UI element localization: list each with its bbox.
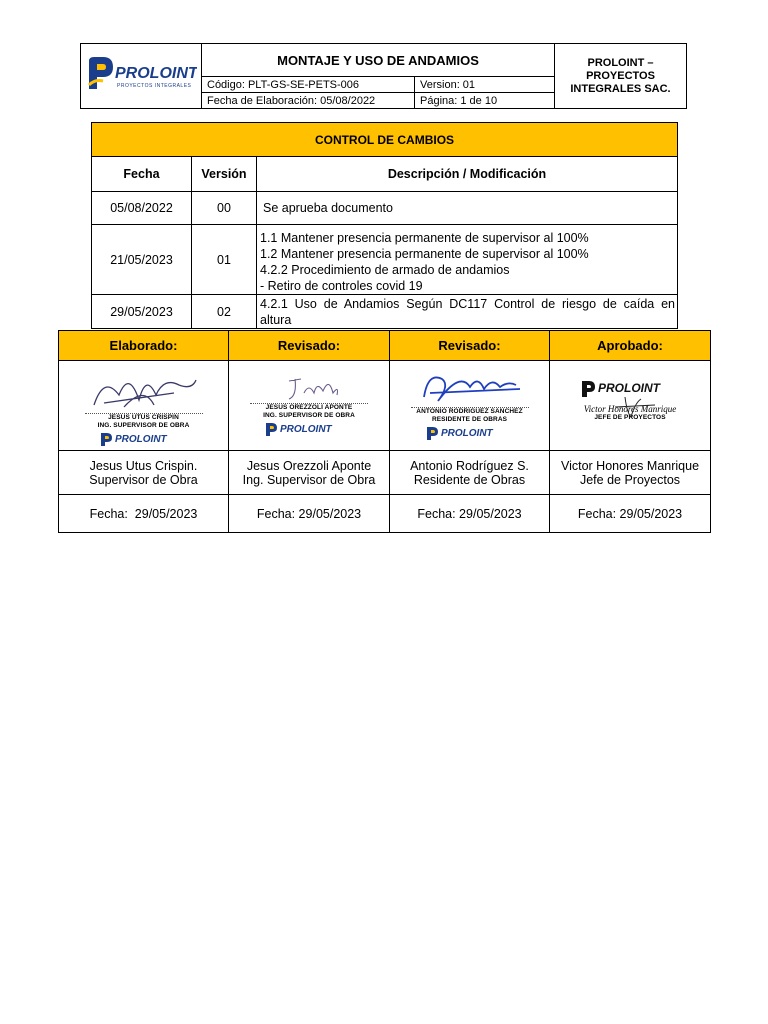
svg-text:PROLOINT: PROLOINT xyxy=(440,428,493,439)
logo-subtext: PROYECTOS INTEGRALES xyxy=(117,82,192,89)
row-date: 21/05/2023 xyxy=(92,225,192,295)
table-row xyxy=(92,295,678,329)
column-header: Fecha xyxy=(92,157,192,192)
column-header: Versión xyxy=(192,157,257,192)
signature-header: Elaborado: xyxy=(59,331,229,361)
signature-header: Aprobado: xyxy=(550,331,711,361)
change-control-table xyxy=(91,122,678,329)
column-header: Descripción / Modificación xyxy=(257,157,678,192)
signer-name: Victor Honores Manrique xyxy=(560,458,700,473)
stamp-name: JESUS OREZZOLI APONTE xyxy=(265,404,353,411)
stamp-title: ING. SUPERVISOR DE OBRA xyxy=(263,412,355,419)
row-version: 01 xyxy=(192,225,257,295)
signer-role: Jefe de Proyectos xyxy=(579,472,681,487)
change-control-title: CONTROL DE CAMBIOS xyxy=(92,123,678,157)
signer-name: Antonio Rodríguez S. xyxy=(410,458,529,473)
svg-text:PROLOINT: PROLOINT xyxy=(280,424,332,435)
document-code: Código: PLT-GS-SE-PETS-006 xyxy=(202,77,415,93)
signer-role: Supervisor de Obra xyxy=(89,472,198,487)
description-line: - Retiro de controles covid 19 xyxy=(260,279,423,293)
stamp-title: RESIDENTE DE OBRAS xyxy=(431,416,508,423)
signer-name: Jesus Utus Crispin. xyxy=(89,458,198,473)
stamp-name: JESUS UTUS CRISPIN xyxy=(108,414,179,421)
proloint-logo xyxy=(264,421,354,437)
stamp-title: JEFE DE PROYECTOS xyxy=(594,414,666,421)
handwritten-signature xyxy=(84,365,204,413)
description-line: 4.2.1 Uso de Andamios Según DC117 Control de riesgo de caída en xyxy=(260,296,676,311)
handwritten-signature xyxy=(585,393,675,419)
table-row xyxy=(92,225,678,295)
document-title: MONTAJE Y USO DE ANDAMIOS xyxy=(202,44,555,77)
row-date: 29/05/2023 xyxy=(92,295,192,329)
stamp-name: Victor Honores Manrique xyxy=(583,404,677,414)
signer-name: Jesus Orezzoli Aponte xyxy=(246,458,372,473)
signer-role: Ing. Supervisor de Obra xyxy=(242,472,376,487)
signer-role: Residente de Obras xyxy=(413,472,526,487)
table-row xyxy=(92,192,678,225)
signature-date: Fecha: 29/05/2023 xyxy=(390,495,550,533)
logo-cell xyxy=(81,44,202,109)
signature-header: Revisado: xyxy=(229,331,390,361)
signature-table xyxy=(58,330,711,533)
proloint-logo xyxy=(425,425,515,441)
signature-date: Fecha: 29/05/2023 xyxy=(229,495,390,533)
signature-date: Fecha: 29/05/2023 xyxy=(550,495,711,533)
description-line: Se aprueba documento xyxy=(263,201,393,215)
description-line: 1.1 Mantener presencia permanente de supervisor al 100% xyxy=(260,231,589,245)
document-date: Fecha de Elaboración: 05/08/2022 xyxy=(202,93,415,109)
handwritten-signature xyxy=(410,367,530,407)
proloint-logo xyxy=(85,55,197,95)
signature-header: Revisado: xyxy=(390,331,550,361)
approval-stamp xyxy=(550,399,710,425)
row-version: 02 xyxy=(192,295,257,329)
signer-info xyxy=(550,451,711,495)
logo-text: PROLOINT xyxy=(115,64,197,82)
signature-cell xyxy=(390,361,550,451)
document-header xyxy=(80,43,687,109)
signer-info xyxy=(229,451,390,495)
signature-cell xyxy=(59,361,229,451)
description-line: 1.2 Mantener presencia permanente de supervisor al 100% xyxy=(260,247,589,261)
svg-text:PROLOINT: PROLOINT xyxy=(114,434,167,445)
row-version: 00 xyxy=(192,192,257,225)
row-description xyxy=(257,225,678,295)
document-page: Página: 1 de 10 xyxy=(415,93,555,109)
description-line: 4.2.2 Procedimiento de armado de andamios xyxy=(260,263,510,277)
signature-cell xyxy=(550,361,711,451)
signer-info xyxy=(59,451,229,495)
row-date: 05/08/2022 xyxy=(92,192,192,225)
signature-date: Fecha: 29/05/2023 xyxy=(59,495,229,533)
proloint-logo xyxy=(99,431,189,447)
stamp-title: ING. SUPERVISOR DE OBRA xyxy=(97,422,190,429)
row-description xyxy=(257,192,678,225)
document-version: Version: 01 xyxy=(415,77,555,93)
signer-info xyxy=(390,451,550,495)
handwritten-signature xyxy=(259,371,359,403)
company-name: PROLOINT – PROYECTOS INTEGRALES SAC. xyxy=(555,44,687,109)
svg-text:PROLOINT: PROLOINT xyxy=(598,381,660,395)
description-line: altura xyxy=(260,312,292,327)
signature-cell xyxy=(229,361,390,451)
row-description xyxy=(257,295,678,329)
stamp-name: ANTONIO RODRIGUEZ SANCHEZ xyxy=(416,408,523,415)
